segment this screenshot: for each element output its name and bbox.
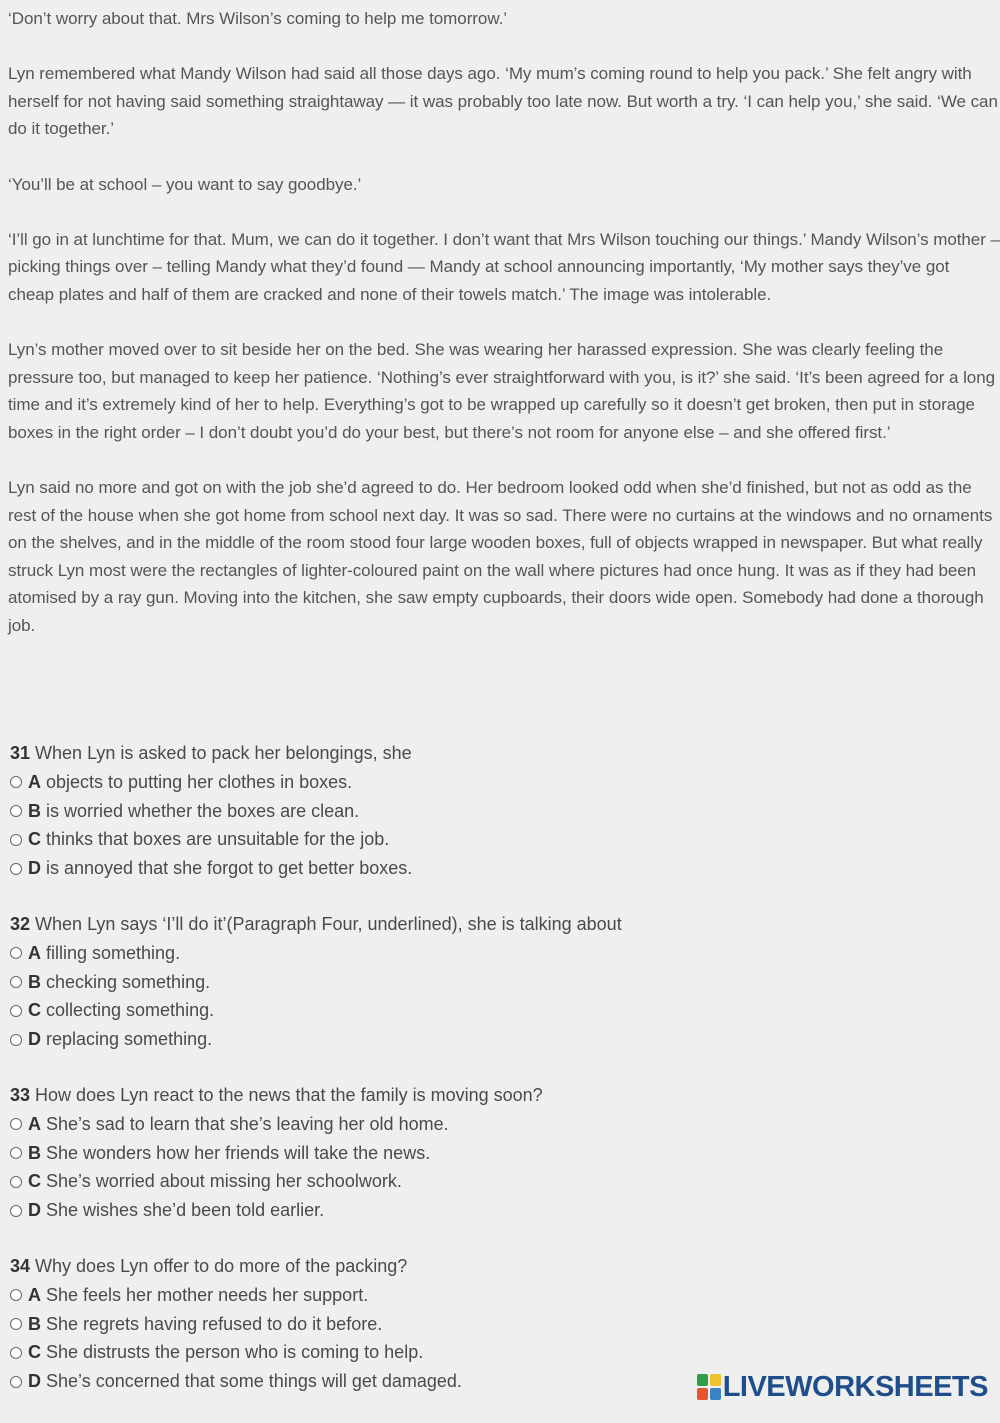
option-text: She distrusts the person who is coming to help.	[46, 1342, 424, 1363]
option-32-a[interactable]	[10, 939, 990, 968]
logo-square-yellow	[710, 1374, 721, 1386]
option-34-a[interactable]	[10, 1281, 990, 1310]
radio-button-icon[interactable]	[10, 1034, 22, 1046]
radio-button-icon[interactable]	[10, 1147, 22, 1159]
question-31	[10, 739, 990, 883]
option-33-c[interactable]	[10, 1167, 990, 1196]
question-stem	[10, 1081, 990, 1110]
option-letter: C	[28, 1000, 41, 1021]
question-text: How does Lyn react to the news that the family is moving soon?	[35, 1084, 543, 1105]
radio-button-icon[interactable]	[10, 776, 22, 788]
option-letter: B	[28, 1313, 41, 1334]
option-34-b[interactable]	[10, 1310, 990, 1339]
question-32	[10, 910, 990, 1054]
option-letter: C	[28, 829, 41, 850]
option-letter: B	[28, 1142, 41, 1163]
option-32-b[interactable]	[10, 968, 990, 997]
radio-button-icon[interactable]	[10, 1376, 22, 1388]
logo-text: LIVEWORKSHEETS	[722, 1371, 988, 1403]
option-letter: D	[28, 1200, 41, 1221]
option-33-b[interactable]	[10, 1139, 990, 1168]
option-32-d[interactable]	[10, 1025, 990, 1054]
question-number: 33	[10, 1084, 31, 1105]
radio-button-icon[interactable]	[10, 1289, 22, 1301]
option-31-a[interactable]	[10, 768, 990, 797]
question-number: 32	[10, 913, 31, 934]
option-letter: B	[28, 971, 41, 992]
option-31-c[interactable]	[10, 825, 990, 854]
radio-button-icon[interactable]	[10, 1347, 22, 1359]
passage-paragraph-5: Lyn’s mother moved over to sit beside her on the bed. She was wearing her harassed expression. She was clearly feeling the pressure too, but managed to keep her patience. ‘Nothing’s ever straightforward with you, is it?’ she said. ‘It’s been agreed for a long time and it’s extremely kind of her to help. Everything’s got to be wrapped up carefully so it doesn’t get broken, then put in storage boxes in the right order – I don’t doubt you’d do your best, but there’s not room for anyone else – and she offered first.’	[8, 340, 996, 442]
radio-button-icon[interactable]	[10, 976, 22, 988]
question-text: When Lyn says ‘I’ll do it’(Paragraph Four, underlined), she is talking about	[35, 913, 622, 934]
option-33-a[interactable]	[10, 1110, 990, 1139]
radio-button-icon[interactable]	[10, 947, 22, 959]
reading-passage	[8, 5, 1000, 667]
option-text: She regrets having refused to do it before.	[46, 1313, 383, 1334]
question-list	[10, 739, 990, 1423]
option-letter: A	[28, 1113, 41, 1134]
option-text: is annoyed that she forgot to get better boxes.	[46, 858, 413, 879]
option-letter: B	[28, 800, 41, 821]
option-text: is worried whether the boxes are clean.	[46, 800, 360, 821]
option-31-d[interactable]	[10, 854, 990, 883]
logo-square-blue	[710, 1388, 721, 1400]
option-text: filling something.	[46, 942, 181, 963]
passage-paragraph-3: ‘You’ll be at school – you want to say goodbye.’	[8, 174, 362, 194]
option-34-c[interactable]	[10, 1338, 990, 1367]
passage-paragraph-2: Lyn remembered what Mandy Wilson had said all those days ago. ‘My mum’s coming round to help you pack.’ She felt angry with herself for not having said something straightaway — it was probably too late now. But worth a try. ‘I can help you,’ she said. ‘We can do it together.’	[8, 64, 998, 139]
option-letter: D	[28, 1371, 41, 1392]
radio-button-icon[interactable]	[10, 1205, 22, 1217]
option-text: She feels her mother needs her support.	[46, 1284, 369, 1305]
option-33-d[interactable]	[10, 1196, 990, 1225]
option-text: She’s sad to learn that she’s leaving her old home.	[46, 1113, 449, 1134]
option-text: She’s concerned that some things will get damaged.	[46, 1371, 462, 1392]
radio-button-icon[interactable]	[10, 863, 22, 875]
passage-paragraph-1: ‘Don’t worry about that. Mrs Wilson’s coming to help me tomorrow.’	[8, 9, 508, 28]
option-text: checking something.	[46, 971, 211, 992]
question-stem	[10, 910, 990, 939]
option-letter: D	[28, 1029, 41, 1050]
radio-button-icon[interactable]	[10, 805, 22, 817]
liveworksheets-logo	[697, 1372, 988, 1402]
radio-button-icon[interactable]	[10, 1318, 22, 1330]
option-letter: A	[28, 942, 41, 963]
option-text: She’s worried about missing her schoolwork.	[46, 1171, 402, 1192]
passage-paragraph-4: ‘I’ll go in at lunchtime for that. Mum, we can do it together. I don’t want that Mrs Wilson touching our things.’ Mandy Wilson’s mother – picking things over – telling Mandy what they’d found — Mandy at school announcing importantly, ‘My mother says they’ve got cheap plates and half of them are cracked and none of their towels match.’ The image was intolerable.	[8, 229, 1000, 304]
option-31-b[interactable]	[10, 797, 990, 826]
question-text: Why does Lyn offer to do more of the packing?	[35, 1255, 408, 1276]
logo-square-orange	[697, 1388, 708, 1400]
option-text: replacing something.	[46, 1029, 213, 1050]
passage-paragraph-6: Lyn said no more and got on with the job she’d agreed to do. Her bedroom looked odd when she’d finished, but not as odd as the rest of the house when she got home from school next day. It was so sad. There were no curtains at the windows and no ornaments on the shelves, and in the middle of the room stood four large wooden boxes, full of objects wrapped in newspaper. But what really struck Lyn most were the rectangles of lighter-coloured paint on the wall where pictures had once hung. It was as if they had been atomised by a ray gun. Moving into the kitchen, she saw empty cupboards, their doors wide open. Somebody had done a thorough job.	[8, 478, 993, 636]
option-letter: D	[28, 858, 41, 879]
radio-button-icon[interactable]	[10, 1118, 22, 1130]
radio-button-icon[interactable]	[10, 834, 22, 846]
question-number: 34	[10, 1255, 31, 1276]
option-text: She wonders how her friends will take the news.	[46, 1142, 431, 1163]
option-32-c[interactable]	[10, 996, 990, 1025]
liveworksheets-logo-icon	[697, 1374, 721, 1400]
option-text: collecting something.	[46, 1000, 215, 1021]
radio-button-icon[interactable]	[10, 1176, 22, 1188]
option-text: thinks that boxes are unsuitable for the job.	[46, 829, 390, 850]
question-stem	[10, 1252, 990, 1281]
option-text: objects to putting her clothes in boxes.	[46, 771, 353, 792]
question-stem	[10, 739, 990, 768]
option-text: She wishes she’d been told earlier.	[46, 1200, 325, 1221]
option-letter: C	[28, 1342, 41, 1363]
radio-button-icon[interactable]	[10, 1005, 22, 1017]
option-letter: C	[28, 1171, 41, 1192]
question-number: 31	[10, 743, 31, 763]
question-33	[10, 1081, 990, 1225]
question-text: When Lyn is asked to pack her belongings, she	[35, 743, 412, 763]
logo-square-green	[697, 1374, 708, 1386]
option-letter: A	[28, 1284, 41, 1305]
option-letter: A	[28, 771, 41, 792]
